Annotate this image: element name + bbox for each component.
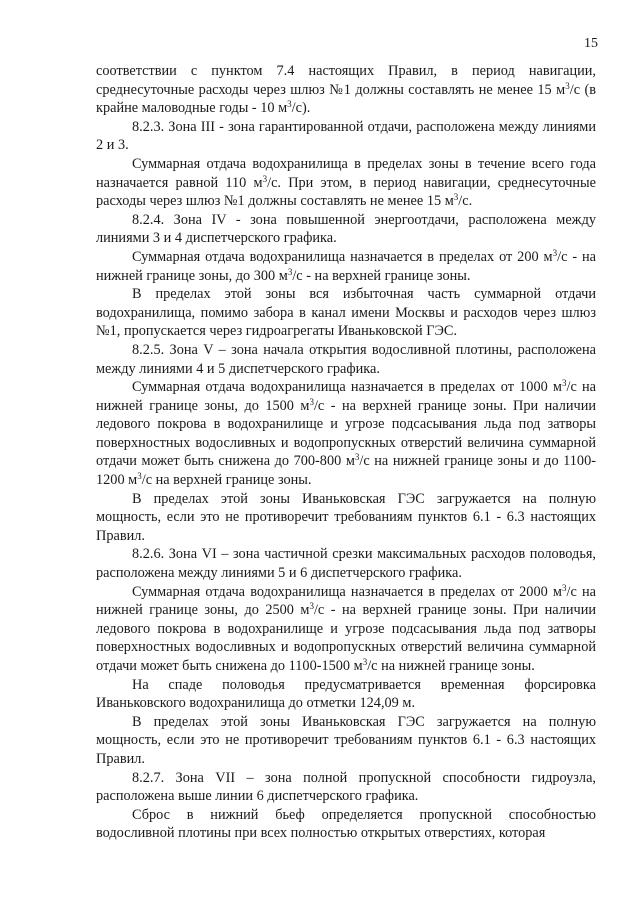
paragraph: Суммарная отдача водохранилища назначается в пределах от 2000 $м^3/с$ на нижней границе зоны, до 2500 $м^3/с$ - на верхней границе зоны. При наличии ледового покрова в водохранилище и угрозе подсасывания льда под затворы поверхностных водосливных и водопропускных отверстий величина суммарной отдачи может быть снижена до 1100-1500 $м^3/с$ на нижней границе зоны. xyxy=(96,582,597,674)
paragraph: На спаде половодья предусматривается временная форсировка Иваньковского водохранилища до отметки 124,09 м. xyxy=(96,676,596,712)
paragraph: В пределах этой зоны вся избыточная часть суммарной отдачи водохранилища, помимо забора в канал имени Москвы и расходов через шлюз №1, пропускается через гидроагрегаты Иваньковской ГЭС. xyxy=(96,286,596,340)
paragraph: 8.2.3. Зона III - зона гарантированной отдачи, расположена между линиями 2 и 3. xyxy=(96,118,596,154)
paragraph: 8.2.4. Зона IV - зона повышенной энергоотдачи, расположена между линиями 3 и 4 диспетчерского графика. xyxy=(96,211,596,247)
document-body xyxy=(96,62,596,843)
paragraph: соответствии с пунктом 7.4 настоящих Правил, в период навигации, среднесуточные расходы через шлюз №1 должны составлять не менее 15 $м^3/с$ (в крайне маловодные годы - 10 $м^3/с$). xyxy=(96,63,597,117)
paragraph: В пределах этой зоны Иваньковская ГЭС загружается на полную мощность, если это не противоречит требованиям пунктов 6.1 - 6.3 настоящих Правил. xyxy=(96,490,596,544)
paragraph: 8.2.6. Зона VI – зона частичной срезки максимальных расходов половодья, расположена между линиями 5 и 6 диспетчерского графика. xyxy=(96,546,596,582)
paragraph: 8.2.5. Зона V – зона начала открытия водосливной плотины, расположена между линиями 4 и 5 диспетчерского графика. xyxy=(96,341,596,377)
paragraph: Суммарная отдача водохранилища назначается в пределах от 1000 $м^3/с$ на нижней границе зоны, до 1500 $м^3/с$ - на верхней границе зоны. При наличии ледового покрова в водохранилище и угрозе подсасывания льда под затворы поверхностных водосливных и водопропускных отверстий величина суммарной отдачи может быть снижена до 700-800 $м^3/с$ на нижней границе зоны и до 1100-1200 $м^3/с$ на верхней границе зоны. xyxy=(96,378,597,489)
paragraph: Суммарная отдача водохранилища назначается в пределах от 200 $м^3/с$ - на нижней границе зоны, до 300 $м^3/с$ - на верхней границе зоны. xyxy=(96,247,596,284)
paragraph: Суммарная отдача водохранилища в пределах зоны в течение всего года назначается равной 110 $м^3/с$. При этом, в период навигации, среднесуточные расходы через шлюз №1 должны составлять не менее 15 $м^3/с$. xyxy=(96,155,596,210)
paragraph: 8.2.7. Зона VII – зона полной пропускной способности гидроузла, расположена выше линии 6 диспетчерского графика. xyxy=(96,769,596,805)
page-number: 15 xyxy=(584,36,598,51)
paragraph: Сброс в нижний бьеф определяется пропускной способностью водосливной плотины при всех полностью открытых отверстиях, которая xyxy=(96,806,596,842)
paragraph: В пределах этой зоны Иваньковская ГЭС загружается на полную мощность, если это не противоречит требованиям пунктов 6.1 - 6.3 настоящих Правил. xyxy=(96,713,596,767)
